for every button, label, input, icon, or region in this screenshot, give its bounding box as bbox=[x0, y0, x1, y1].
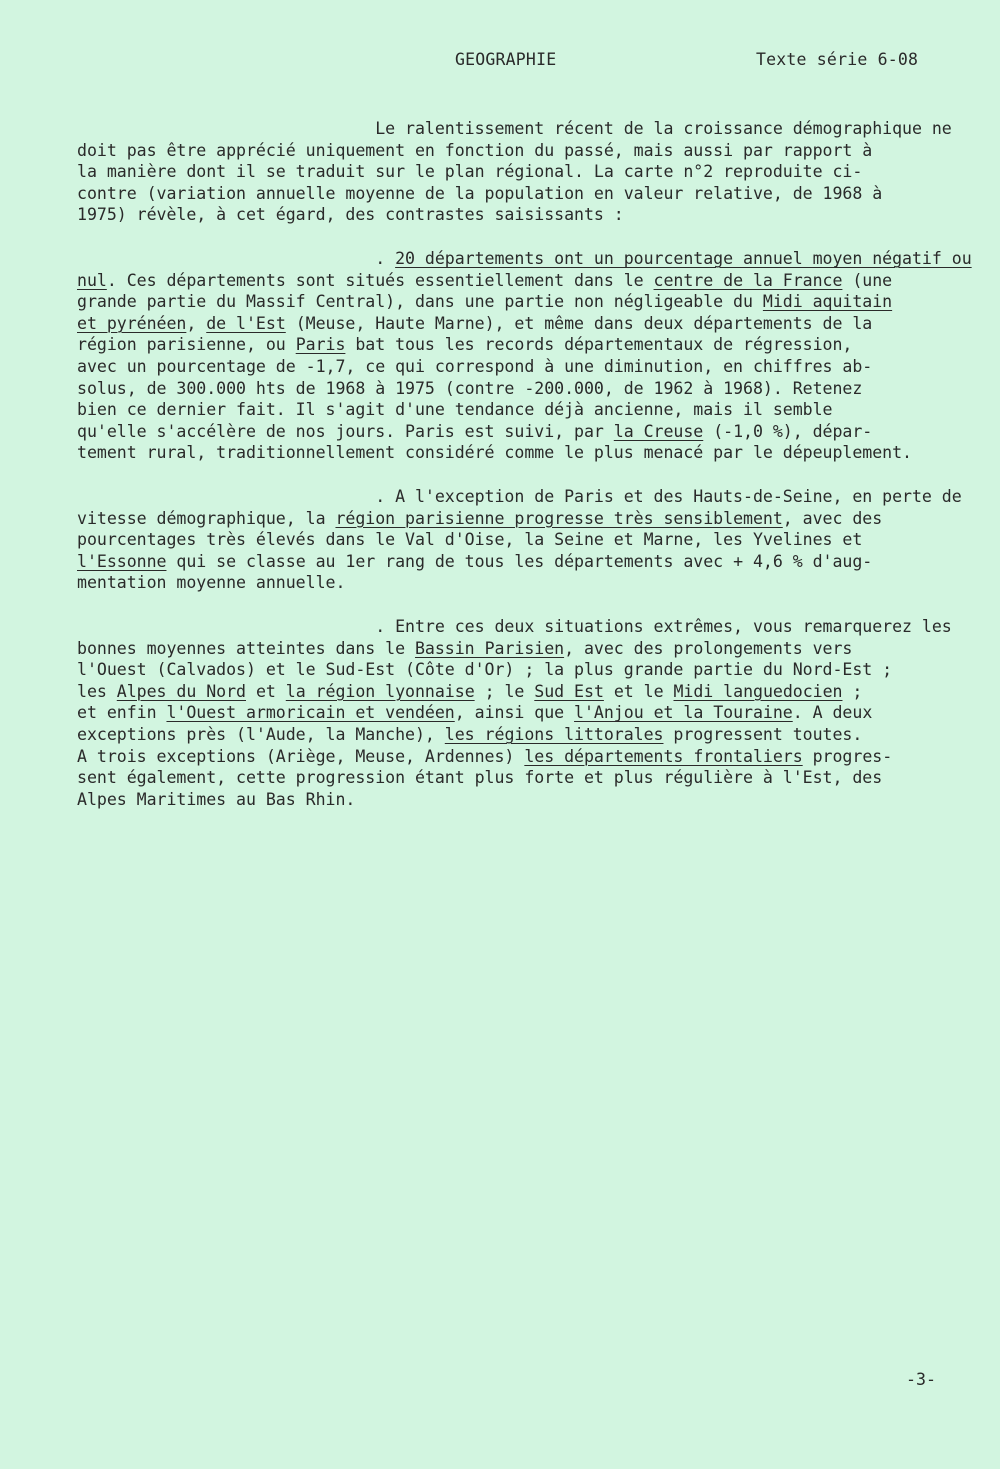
text-segment: les bbox=[77, 681, 117, 701]
text-line bbox=[77, 659, 967, 681]
text-segment: progres- bbox=[802, 746, 893, 766]
text-segment: , ainsi que bbox=[454, 703, 575, 723]
text-segment: (-1,0 %), dépar- bbox=[703, 421, 873, 441]
text-line bbox=[77, 551, 967, 573]
text-line bbox=[77, 204, 967, 226]
text-line bbox=[77, 399, 967, 421]
text-segment: et bbox=[246, 681, 286, 701]
text-segment: doit pas être apprécié uniquement en fonction du passé, mais aussi par rapport à bbox=[77, 140, 873, 160]
underlined-text: l'Ouest armoricain et vendéen bbox=[166, 703, 455, 723]
text-line bbox=[77, 638, 967, 660]
underlined-text: Midi aquitain bbox=[762, 292, 893, 312]
text-segment: ; le bbox=[474, 681, 535, 701]
underlined-text: Bassin Parisien bbox=[414, 638, 565, 658]
text-segment: bonnes moyennes atteintes dans le bbox=[77, 638, 415, 658]
text-segment: , avec des bbox=[782, 508, 883, 528]
text-line bbox=[77, 421, 967, 443]
text-segment: , bbox=[186, 313, 207, 333]
text-segment: , avec des prolongements vers bbox=[564, 638, 853, 658]
text-line bbox=[77, 140, 967, 162]
text-segment: (une bbox=[842, 270, 893, 290]
text-line bbox=[77, 161, 967, 183]
text-segment: exceptions près (l'Aude, la Manche), bbox=[77, 724, 445, 744]
text-line bbox=[77, 616, 967, 638]
text-line bbox=[77, 508, 967, 530]
underlined-text: l'Essonne bbox=[77, 551, 167, 571]
text-segment: pourcentages très élevés dans le Val d'Oise, la Seine et Marne, les Yvelines et bbox=[77, 530, 863, 550]
text-segment: (Meuse, Haute Marne), et même dans deux départements de la bbox=[285, 313, 873, 333]
text-segment: grande partie du Massif Central), dans une partie non négligeable du bbox=[77, 292, 763, 312]
text-line bbox=[77, 313, 967, 335]
text-segment: la manière dont il se traduit sur le plan régional. La carte n°2 reproduite ci- bbox=[77, 162, 863, 182]
underlined-text: la Creuse bbox=[613, 421, 704, 441]
text-line bbox=[77, 378, 967, 400]
text-segment: et enfin bbox=[77, 703, 167, 723]
text-segment: 1975) révèle, à cet égard, des contrastes saisissants : bbox=[77, 205, 624, 225]
underlined-text: la région lyonnaise bbox=[285, 681, 475, 701]
text-segment: . bbox=[77, 249, 396, 268]
text-segment: ; bbox=[842, 681, 863, 701]
paragraph-paris-region bbox=[77, 486, 967, 594]
text-line bbox=[77, 702, 967, 724]
header-title: GEOGRAPHIE bbox=[455, 50, 557, 69]
underlined-text: les départements frontaliers bbox=[524, 746, 803, 766]
text-segment: contre (variation annuelle moyenne de la population en valeur relative, de 1968 à bbox=[77, 183, 883, 203]
underlined-text: Sud Est bbox=[534, 681, 604, 701]
paragraph-negative-departments bbox=[77, 248, 972, 464]
paragraph-intermediate bbox=[77, 616, 967, 810]
text-line bbox=[77, 183, 967, 205]
text-segment: et le bbox=[603, 681, 674, 701]
text-segment: . A l'exception de Paris et des Hauts-de-Seine, en perte de bbox=[77, 487, 962, 506]
underlined-text: de l'Est bbox=[206, 313, 286, 333]
text-line bbox=[77, 334, 967, 356]
text-segment: vitesse démographique, la bbox=[77, 508, 336, 528]
text-line bbox=[77, 572, 967, 594]
underlined-text: l'Anjou et la Touraine bbox=[574, 703, 793, 723]
text-segment: région parisienne, ou bbox=[77, 335, 296, 355]
text-segment: Le ralentissement récent de la croissance démographique ne bbox=[77, 119, 952, 138]
text-segment: qu'elle s'accélère de nos jours. Paris est suivi, par bbox=[77, 421, 614, 441]
paragraph-intro bbox=[77, 118, 967, 226]
underlined-text: 20 départements ont un pourcentage annuel moyen négatif ou bbox=[395, 249, 972, 268]
header-reference: Texte série 6-08 bbox=[756, 50, 919, 69]
text-line bbox=[77, 529, 967, 551]
text-line bbox=[77, 270, 967, 292]
text-line bbox=[77, 291, 967, 313]
text-segment: . Entre ces deux situations extrêmes, vous remarquerez les bbox=[77, 617, 952, 636]
text-line bbox=[77, 356, 967, 378]
text-segment: solus, de 300.000 hts de 1968 à 1975 (contre -200.000, de 1962 à 1968). Retenez bbox=[77, 378, 863, 398]
underlined-text: les régions littorales bbox=[444, 724, 664, 744]
underlined-text: centre de la France bbox=[653, 270, 843, 290]
text-line bbox=[77, 118, 967, 140]
text-segment: l'Ouest (Calvados) et le Sud-Est (Côte d'Or) ; la plus grande partie du Nord-Est ; bbox=[77, 660, 893, 680]
text-line bbox=[77, 767, 967, 789]
text-segment: bien ce dernier fait. Il s'agit d'une tendance déjà ancienne, mais il semble bbox=[77, 400, 833, 420]
text-line bbox=[77, 486, 967, 508]
text-segment: . Ces départements sont situés essentiellement dans le bbox=[106, 270, 654, 290]
text-segment: . A deux bbox=[792, 703, 873, 723]
underlined-text: Midi languedocien bbox=[673, 681, 843, 701]
text-segment: mentation moyenne annuelle. bbox=[77, 573, 346, 593]
text-segment: progressent toutes. bbox=[663, 724, 863, 744]
text-line bbox=[77, 681, 967, 703]
underlined-text: et pyrénéen bbox=[77, 313, 187, 333]
text-segment: bat tous les records départementaux de régression, bbox=[345, 335, 853, 355]
text-segment: Alpes Maritimes au Bas Rhin. bbox=[77, 789, 356, 809]
text-line bbox=[77, 746, 967, 768]
underlined-text: Alpes du Nord bbox=[116, 681, 246, 701]
text-segment: qui se classe au 1er rang de tous les départements avec + 4,6 % d'aug- bbox=[166, 551, 873, 571]
text-segment: avec un pourcentage de -1,7, ce qui correspond à une diminution, en chiffres ab- bbox=[77, 356, 873, 376]
underlined-text: Paris bbox=[295, 335, 346, 355]
page-number: -3- bbox=[906, 1370, 936, 1389]
text-segment: tement rural, traditionnellement considéré comme le plus menacé par le dépeuplement. bbox=[77, 443, 912, 463]
underlined-text: région parisienne progresse très sensiblement bbox=[335, 508, 783, 528]
text-line bbox=[77, 724, 967, 746]
underlined-text: nul bbox=[77, 270, 107, 290]
text-line bbox=[77, 789, 967, 811]
text-line bbox=[77, 442, 967, 464]
text-segment: sent également, cette progression étant plus forte et plus régulière à l'Est, des bbox=[77, 768, 883, 788]
text-line bbox=[77, 248, 972, 270]
text-segment: A trois exceptions (Ariège, Meuse, Ardennes) bbox=[77, 746, 525, 766]
